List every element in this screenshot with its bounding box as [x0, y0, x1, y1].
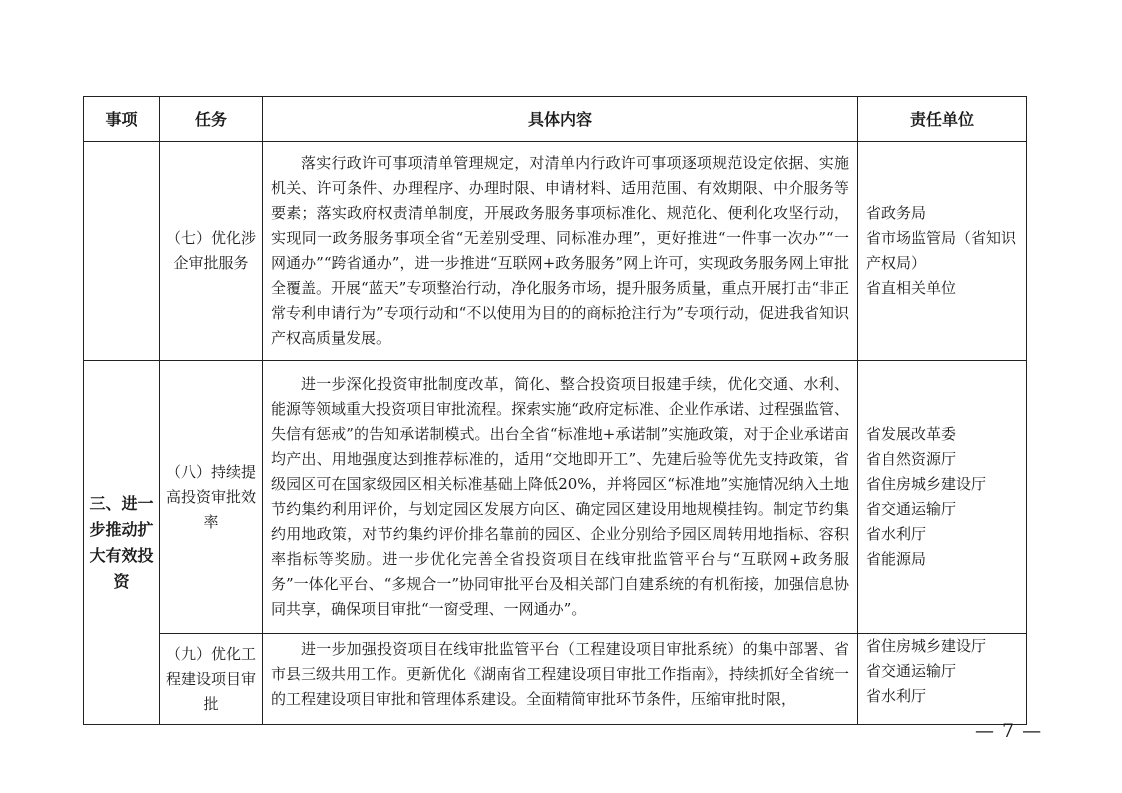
content-cell [263, 142, 858, 361]
matter-cell: 三、进一步推动扩大有效投资 [84, 361, 160, 725]
header-unit: 责任单位 [858, 97, 1027, 142]
unit-item: 省交通运输厅 [866, 662, 957, 680]
content-cell [263, 634, 858, 725]
content-text: 进一步加强投资项目在线审批监管平台（工程建设项目审批系统）的集中部署、省市县三级共用工作。更新优化《湖南省工程建设项目审批工作指南》，持续抓好全省统一的工程建设项目审批和管理体系建设。全面精简审批环节条件，压缩审批时限， [271, 640, 849, 708]
unit-item: 省交通运输厅 [866, 500, 957, 518]
page-number: — 7 — [975, 720, 1043, 742]
table-row [84, 361, 1027, 634]
header-matter: 事项 [84, 97, 160, 142]
table-header-row [84, 97, 1027, 142]
unit-item: 省住房城乡建设厅 [866, 637, 987, 655]
task-cell: （七）优化涉企审批服务 [160, 142, 263, 361]
unit-item: 省直相关单位 [866, 279, 957, 297]
unit-item: 省政务局 [866, 204, 927, 222]
content-cell [263, 361, 858, 634]
unit-item: 省市场监管局（省知识产权局） [866, 229, 1017, 272]
table-row [84, 634, 1027, 725]
unit-item: 省发展改革委 [866, 425, 957, 443]
unit-item: 省住房城乡建设厅 [866, 475, 987, 493]
policy-table [83, 96, 1027, 725]
unit-item: 省水利厅 [866, 687, 927, 705]
task-cell: （八）持续提高投资审批效率 [160, 361, 263, 634]
unit-cell [858, 634, 1027, 725]
unit-cell [858, 361, 1027, 634]
content-text: 进一步深化投资审批制度改革，简化、整合投资项目报建手续，优化交通、水利、能源等领域重大投资项目审批流程。探索实施“政府定标准、企业作承诺、过程强监管、失信有惩戒”的告知承诺制模式。出台全省“标准地+承诺制”实施政策，对于企业承诺亩均产出、用地强度达到推荐标准的，适用“交地即开工”、先建后验等优先支持政策，省级园区可在国家级园区相关标准基础上降低20%，并将园区“标准地”实施情况纳入土地节约集约利用评价，与划定园区发展方向区、确定园区建设用地规模挂钩。制定节约集约用地政策，对节约集约评价排名靠前的园区、企业分别给予园区周转用地指标、容积率指标等奖励。进一步优化完善全省投资项目在线审批监管平台与“互联网+政务服务”一体化平台、“多规合一”协同审批平台及相关部门自建系统的有机衔接，加强信息协同共享，确保项目审批“一窗受理、一网通办”。 [271, 375, 850, 618]
table-row [84, 142, 1027, 361]
matter-cell-empty [84, 142, 160, 361]
header-content: 具体内容 [263, 97, 858, 142]
unit-cell [858, 142, 1027, 361]
unit-item: 省自然资源厅 [866, 450, 957, 468]
content-text: 落实行政许可事项清单管理规定，对清单内行政许可事项逐项规范设定依据、实施机关、许可条件、办理程序、办理时限、申请材料、适用范围、有效期限、中介服务等要素；落实政府权责清单制度，开展政务服务事项标准化、规范化、便利化攻坚行动，实现同一政务服务事项全省“无差别受理、同标准办理”，更好推进“一件事一次办”“一网通办”“跨省通办”，进一步推进“互联网+政务服务”网上许可，实现政务服务网上审批全覆盖。开展“蓝天”专项整治行动，净化服务市场，提升服务质量，重点开展打击“非正常专利申请行为”专项行动和“不以使用为目的的商标抢注行为”专项行动，促进我省知识产权高质量发展。 [271, 154, 850, 347]
header-task: 任务 [160, 97, 263, 142]
unit-item: 省水利厅 [866, 525, 927, 543]
unit-item: 省能源局 [866, 550, 927, 568]
task-cell: （九）优化工程建设项目审批 [160, 634, 263, 725]
